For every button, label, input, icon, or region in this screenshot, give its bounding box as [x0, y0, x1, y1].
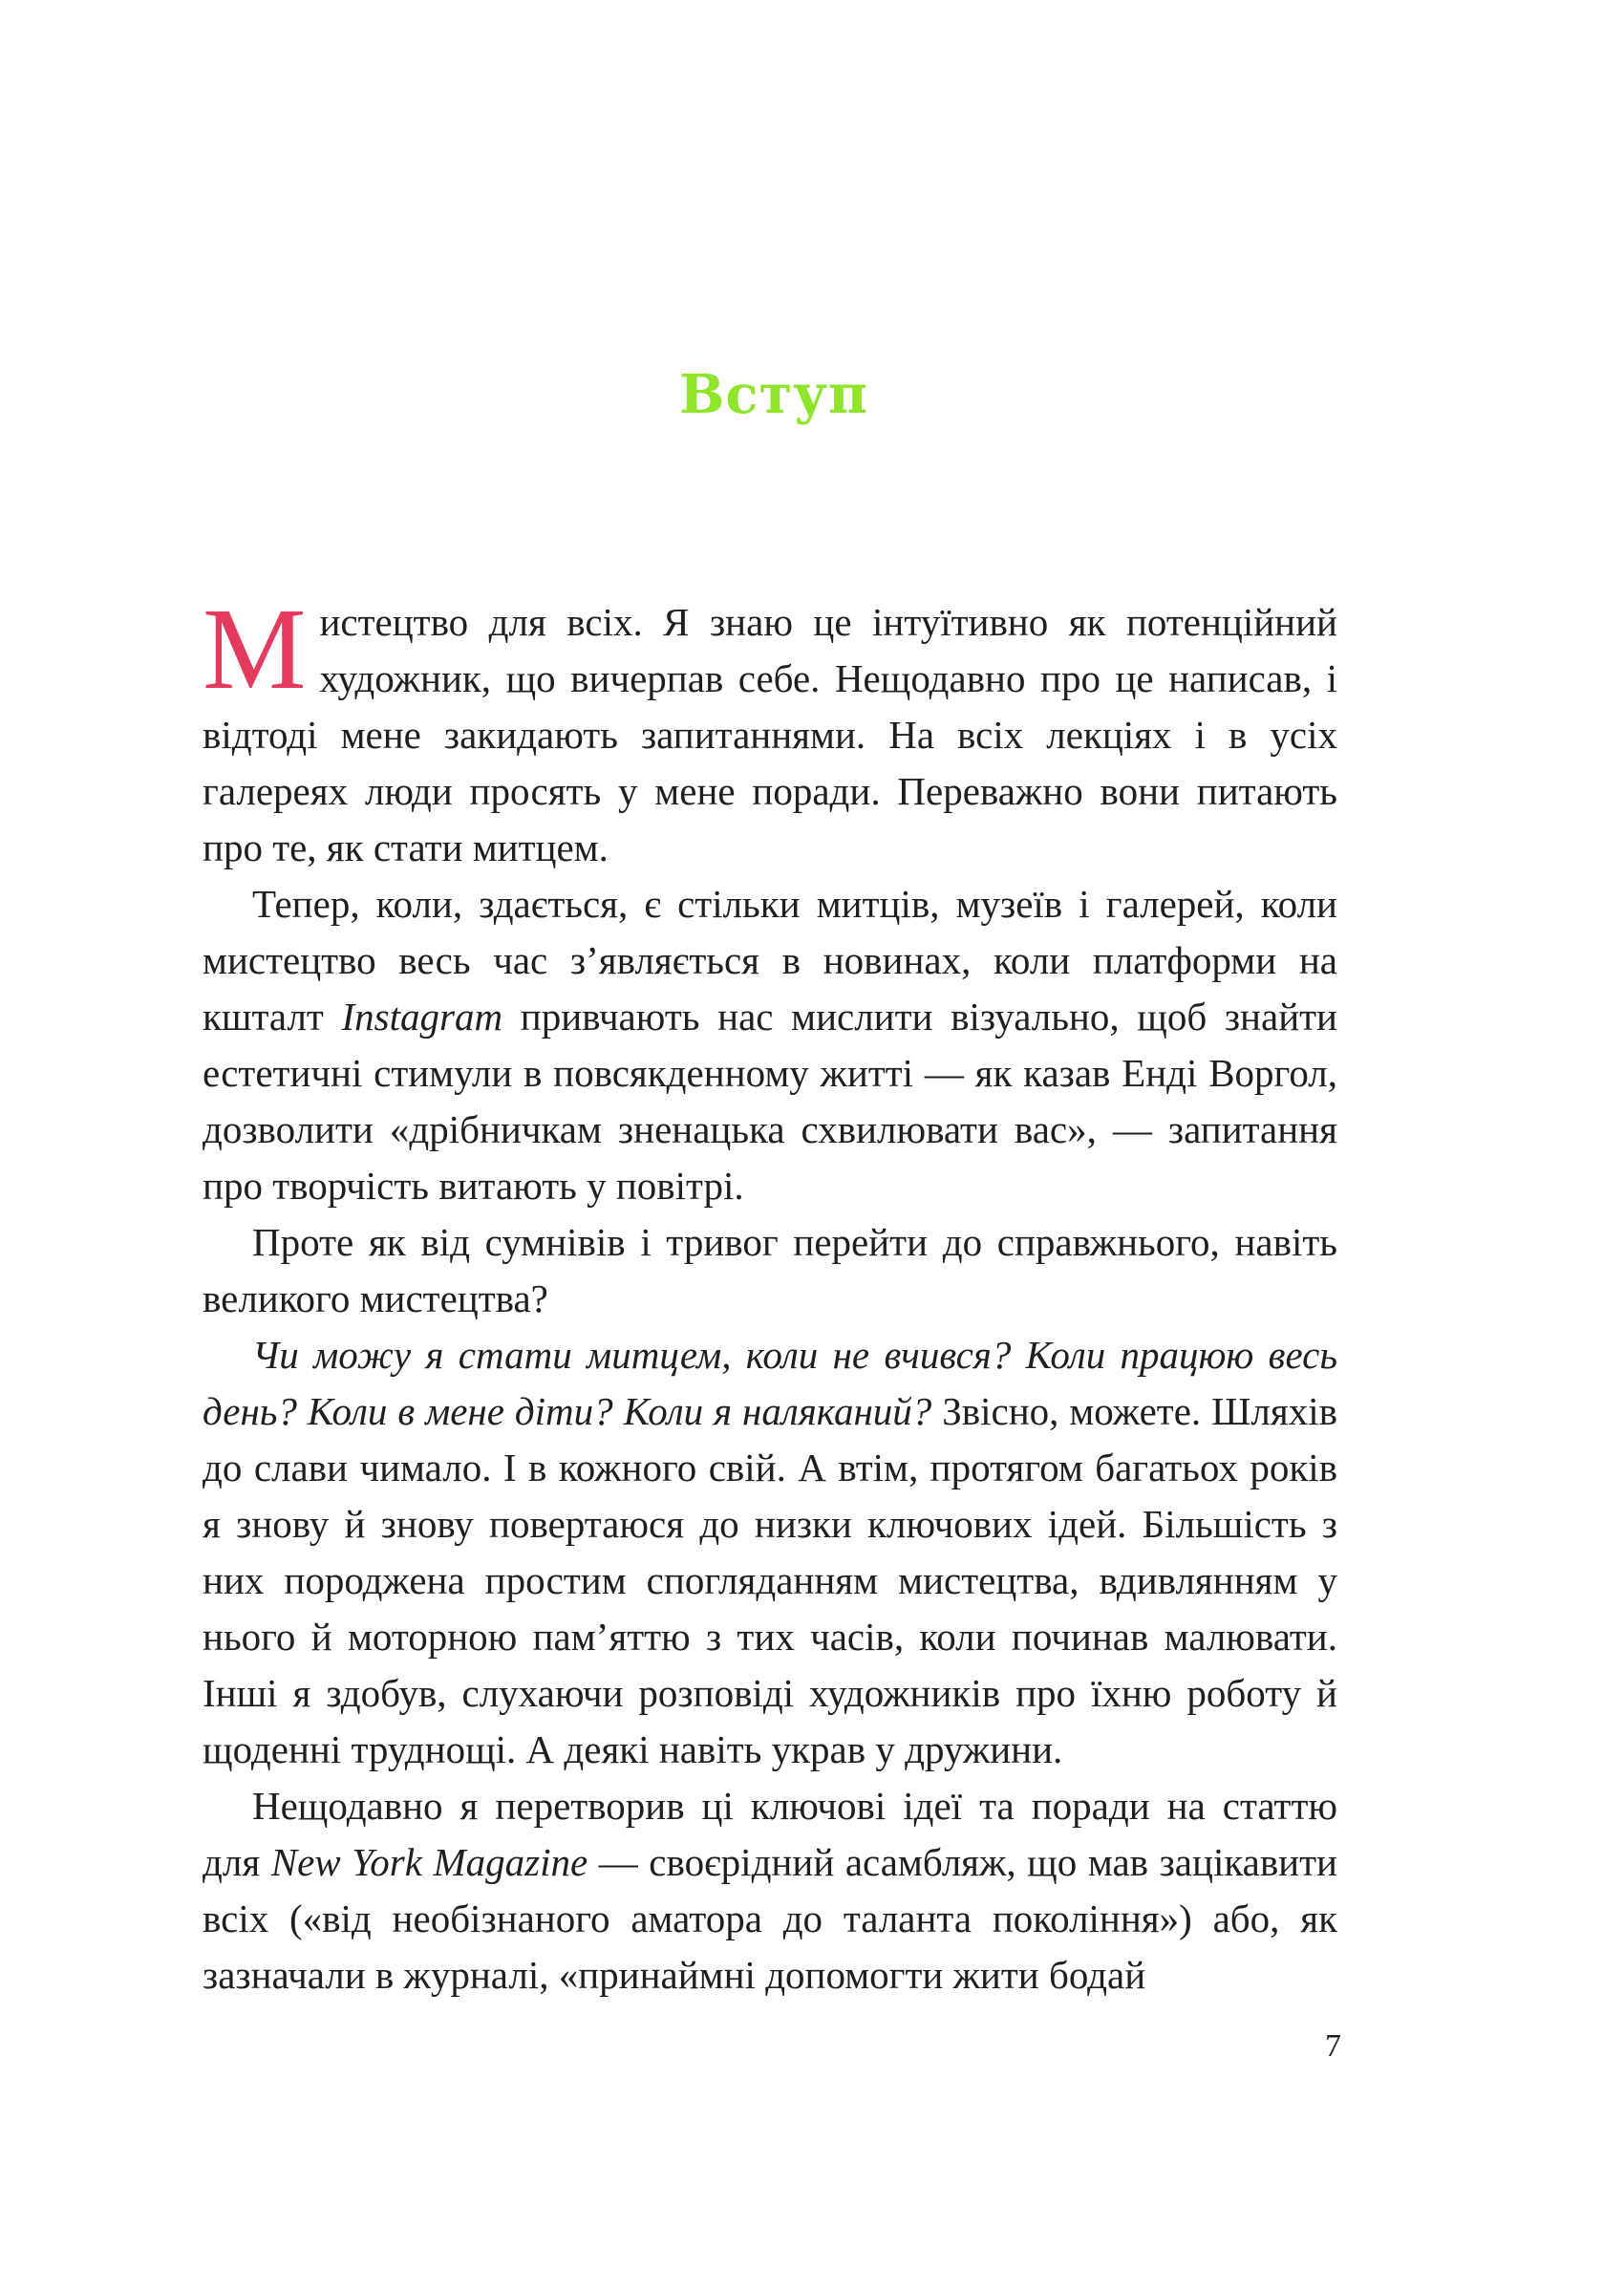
paragraph-3: [203, 1214, 1337, 1327]
paragraph-2-text-end: привчають нас мислити візуально, щоб знайти естетичні стимули в повсякденному житті — як казав Енді Воргол, дозволити «дрібничкам зненацька схвилювати вас», — запитання про творчість витають у повітрі.: [203, 995, 1338, 1208]
paragraph-3-text: Проте як від сумнівів і тривог перейти до справжнього, навіть великого мистецтва?: [203, 1220, 1337, 1320]
paragraph-5-text-start: Нещодавно я перетворив ці ключові ідеї та поради на статтю для: [203, 1784, 1337, 1884]
paragraph-5: [203, 1778, 1337, 2004]
instagram-italic: Instagram: [341, 995, 503, 1039]
page-number: 7: [1325, 2028, 1341, 2064]
paragraph-5-text-end: — своєрідний асамбляж, що мав зацікавити всіх («від необізнаного аматора до таланта покоління») або, як зазначали в журналі, «принаймні допомогти жити бодай: [203, 1840, 1337, 1997]
paragraph-1-text: истецтво для всіх. Я знаю це інтуїтивно як потенційний художник, що вичерпав себе. Нещодавно про це написав, і відтоді мене закидають запитаннями. На всіх лекціях і в усіх галереях люди просять у мене поради. Переважно вони питають про те, як стати митцем.: [203, 600, 1337, 869]
paragraph-2-text-start: Тепер, коли, здається, є стільки митців, музеїв і галерей, коли мистецтво весь час з’являється в новинах, коли платформи на кшталт: [203, 882, 1337, 1039]
chapter-title: Вступ: [679, 363, 868, 426]
paragraph-1: [203, 585, 1337, 876]
drop-cap-letter: М: [203, 585, 307, 714]
magazine-name-italic: New York Magazine: [270, 1840, 588, 1884]
paragraph-4-italic-questions: Чи можу я стати митцем, коли не вчився? Коли працюю весь день? Коли в мене діти? Коли я наляканий?: [203, 1333, 1337, 1433]
paragraph-2: [203, 876, 1337, 1214]
paragraph-4-text: Звісно, можете. Шляхів до слави чимало. І в кожного свій. А втім, протягом багатьох років я знову й знову повертаюся до низки ключових ідей. Більшість з них породжена простим спогляданням мистецтва, вдивлянням у нього й моторною пам’яттю з тих часів, коли починав малювати. Інші я здобув, слухаючи розповіді художників про їхню роботу й щоденні труднощі. А деякі навіть украв у дружини.: [203, 1389, 1338, 1771]
paragraph-4: [203, 1327, 1337, 1778]
body-text: [203, 585, 1338, 2004]
